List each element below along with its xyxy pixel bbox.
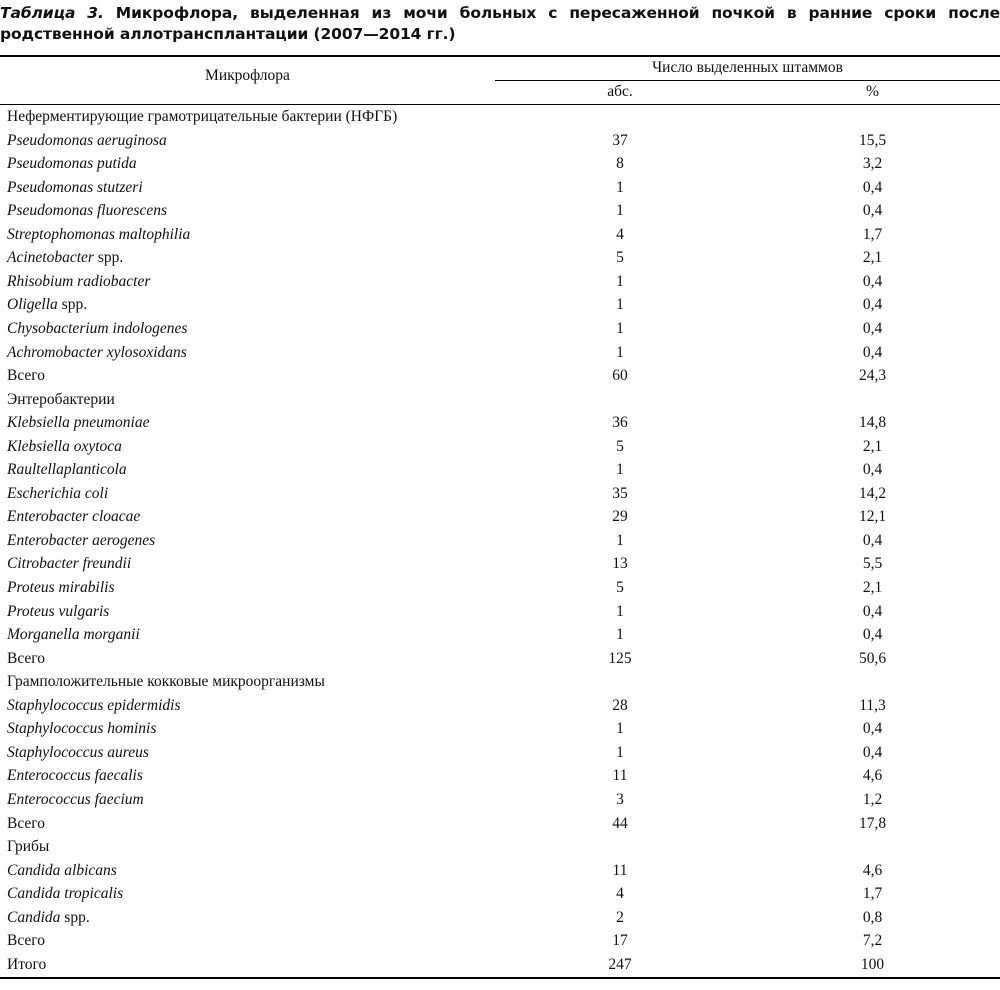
microorganism-name <box>7 317 187 341</box>
microorganism-name <box>7 741 149 765</box>
pct-value: 0,4 <box>862 296 883 314</box>
abs-value: 1 <box>616 319 624 337</box>
table-row <box>0 129 1000 153</box>
abs-value: 5 <box>616 579 624 596</box>
total-row <box>0 364 1000 388</box>
species-name: Morganella morganii <box>7 626 140 644</box>
abs-value: 17 <box>612 932 628 950</box>
species-name: Staphylococcus epidermidis <box>7 696 181 714</box>
pct-value: 0,8 <box>862 908 883 926</box>
table-row <box>0 741 1000 765</box>
table-row <box>0 458 1000 482</box>
table-row <box>0 576 1000 600</box>
species-suffix: spp. <box>93 249 124 267</box>
table-row <box>0 623 1000 647</box>
pct-value: 2,1 <box>862 249 883 267</box>
group-row <box>0 670 1000 694</box>
pct-value: 0,4 <box>862 461 883 479</box>
group-label: Энтеробактерии <box>7 390 115 408</box>
abs-value: 13 <box>612 555 628 573</box>
table-row <box>0 505 1000 529</box>
header-strains: Число выделенных штаммов <box>652 59 843 76</box>
species-name: Klebsiella pneumoniae <box>7 414 150 432</box>
abs-value: 4 <box>616 225 624 243</box>
microorganism-name <box>7 717 156 741</box>
pct-value: 1,2 <box>862 790 883 808</box>
pct-value: 0,4 <box>862 602 883 620</box>
table-row <box>0 859 1000 883</box>
pct-value: 14,2 <box>858 484 887 502</box>
species-name: Pseudomonas fluorescens <box>7 202 168 220</box>
microorganism-name <box>7 623 140 647</box>
microorganism-name <box>7 764 143 788</box>
microorganism-name: Всего <box>7 932 46 950</box>
species-name: Pseudomonas putida <box>7 155 137 173</box>
table-caption <box>0 3 1000 45</box>
abs-value: 1 <box>616 296 624 314</box>
abs-value: 5 <box>616 437 624 455</box>
abs-value: 29 <box>612 508 628 526</box>
microorganism-name <box>7 505 140 529</box>
pct-value: 7,2 <box>862 932 883 950</box>
pct-value: 0,4 <box>862 272 883 290</box>
species-name: Streptophomonas maltophilia <box>7 225 191 243</box>
table-row <box>0 246 1000 270</box>
pct-value: 0,4 <box>862 531 883 549</box>
species-name: Acinetobacter <box>7 249 94 267</box>
pct-value: 4,6 <box>862 767 883 785</box>
total-row <box>0 929 1000 953</box>
pct-value: 24,3 <box>858 367 887 385</box>
abs-value: 11 <box>612 861 628 879</box>
species-name: Raultellaplanticola <box>7 461 127 479</box>
abs-value: 1 <box>616 602 624 620</box>
abs-value: 2 <box>616 908 624 926</box>
pct-value: 1,7 <box>862 885 883 903</box>
species-name: Enterococcus faecium <box>7 790 144 808</box>
pct-value: 0,4 <box>862 720 883 738</box>
pct-value: 4,6 <box>862 861 883 879</box>
pct-value: 0,4 <box>862 202 883 220</box>
microorganism-name <box>7 529 155 553</box>
table-row <box>0 317 1000 341</box>
species-name: Oligella <box>7 296 58 314</box>
species-name: Candida albicans <box>7 861 117 879</box>
species-name: Escherichia coli <box>7 484 109 502</box>
group-label: Грамположительные кокковые микроорганизмы <box>7 673 325 691</box>
pct-value: 0,4 <box>862 343 883 361</box>
abs-value: 28 <box>612 696 628 714</box>
table-row <box>0 694 1000 718</box>
abs-value: 1 <box>616 272 624 290</box>
group-row <box>0 105 1000 129</box>
table-row <box>0 882 1000 906</box>
microorganism-name <box>7 293 87 317</box>
microorganism-name <box>7 435 122 459</box>
header-abs: абс. <box>607 83 633 100</box>
abs-value: 1 <box>616 720 624 738</box>
table-row <box>0 717 1000 741</box>
table-row <box>0 552 1000 576</box>
microorganism-name <box>7 906 90 930</box>
table-row <box>0 435 1000 459</box>
microorganism-name <box>7 694 180 718</box>
pct-value: 17,8 <box>858 814 887 832</box>
header-pct: % <box>866 83 879 100</box>
microorganism-name <box>7 270 150 294</box>
pct-value: 0,4 <box>862 178 883 196</box>
header-subrule <box>495 80 1000 81</box>
microorganism-name <box>7 341 187 365</box>
group-row <box>0 835 1000 859</box>
table-row <box>0 341 1000 365</box>
group-row <box>0 388 1000 412</box>
abs-value: 3 <box>616 790 624 808</box>
species-suffix: spp. <box>60 908 90 926</box>
species-name: Klebsiella oxytoca <box>7 437 122 455</box>
abs-value: 1 <box>616 343 624 361</box>
table-row <box>0 293 1000 317</box>
species-name: Candida <box>7 908 61 926</box>
abs-value: 1 <box>616 461 624 479</box>
table-row <box>0 176 1000 200</box>
microorganism-name: Всего <box>7 367 46 385</box>
species-name: Enterococcus faecalis <box>7 767 143 785</box>
abs-value: 4 <box>616 885 624 903</box>
abs-value: 8 <box>616 155 624 173</box>
species-name: Proteus mirabilis <box>7 579 115 596</box>
species-name: Achromobacter xylosoxidans <box>7 343 187 361</box>
group-label: Грибы <box>7 838 50 856</box>
pct-value: 50,6 <box>858 649 887 667</box>
species-name: Proteus vulgaris <box>7 602 110 620</box>
pct-value: 11,3 <box>859 696 886 714</box>
species-name: Staphylococcus hominis <box>7 720 157 738</box>
pct-value: 5,5 <box>862 555 883 573</box>
abs-value: 5 <box>616 249 624 267</box>
abs-value: 247 <box>608 955 632 973</box>
table-row <box>0 764 1000 788</box>
table-top-rule <box>0 55 1000 57</box>
abs-value: 1 <box>616 626 624 644</box>
microorganism-name <box>7 576 115 600</box>
pct-value: 12,1 <box>858 508 887 526</box>
table-row <box>0 199 1000 223</box>
total-row <box>0 647 1000 671</box>
species-name: Citrobacter freundii <box>7 555 132 573</box>
table-bottom-rule <box>0 977 1000 979</box>
abs-value: 36 <box>612 414 628 432</box>
table-row <box>0 600 1000 624</box>
species-suffix: spp. <box>57 296 88 314</box>
microorganism-name <box>7 600 109 624</box>
microorganism-name <box>7 176 143 200</box>
species-name: Rhisobium radiobacter <box>7 272 151 290</box>
abs-value: 1 <box>616 202 624 220</box>
species-name: Staphylococcus aureus <box>7 743 149 761</box>
table-row <box>0 906 1000 930</box>
abs-value: 60 <box>612 367 628 385</box>
abs-value: 125 <box>608 649 632 667</box>
group-label: Неферментирующие грамотрицательные бактерии (НФГБ) <box>7 108 398 125</box>
microorganism-name: Итого <box>7 955 47 973</box>
microorganism-name <box>7 882 123 906</box>
pct-value: 2,1 <box>862 437 883 455</box>
microorganism-name <box>7 552 131 576</box>
microorganism-name: Всего <box>7 814 46 832</box>
species-name: Chysobacterium indologenes <box>7 319 188 337</box>
pct-value: 14,8 <box>858 414 887 432</box>
header-microflora: Микрофлора <box>205 67 290 84</box>
microorganism-name <box>7 859 117 883</box>
species-name: Enterobacter cloacae <box>7 508 141 526</box>
abs-value: 1 <box>616 178 624 196</box>
table-row <box>0 223 1000 247</box>
pct-value: 100 <box>860 955 885 973</box>
table-row <box>0 788 1000 812</box>
abs-value: 35 <box>612 484 628 502</box>
microorganism-name <box>7 788 144 812</box>
table-row <box>0 482 1000 506</box>
abs-value: 1 <box>616 531 624 549</box>
microorganism-name <box>7 411 150 435</box>
microorganism-name <box>7 129 167 153</box>
pct-value: 1,7 <box>862 225 883 243</box>
pct-value: 15,5 <box>858 131 887 149</box>
pct-value: 3,2 <box>862 155 883 173</box>
table-row <box>0 529 1000 553</box>
table-row <box>0 411 1000 435</box>
microorganism-name <box>7 223 190 247</box>
pct-value: 0,4 <box>862 626 883 644</box>
microorganism-name: Всего <box>7 649 46 667</box>
abs-value: 1 <box>616 743 624 761</box>
pct-value: 0,4 <box>862 319 883 337</box>
abs-value: 37 <box>612 131 628 149</box>
caption-text: Микрофлора, выделенная из мочи больных с пересаженной почкой в ранние сроки после родственной аллотрансплантации (2007—2014 гг.) <box>0 4 1000 43</box>
abs-value: 11 <box>612 767 628 785</box>
species-name: Pseudomonas aeruginosa <box>7 131 167 149</box>
microorganism-name <box>7 482 108 506</box>
total-row <box>0 953 1000 977</box>
pct-value: 2,1 <box>862 579 883 596</box>
caption-label: Таблица 3. <box>0 4 104 22</box>
abs-value: 44 <box>612 814 628 832</box>
microorganism-name <box>7 152 137 176</box>
pct-value: 0,4 <box>862 743 883 761</box>
species-name: Enterobacter aerogenes <box>7 531 156 549</box>
microorganism-name <box>7 458 127 482</box>
microorganism-name <box>7 199 167 223</box>
table-row <box>0 270 1000 294</box>
table-row <box>0 152 1000 176</box>
species-name: Candida tropicalis <box>7 885 124 903</box>
species-name: Pseudomonas stutzeri <box>7 178 143 196</box>
total-row <box>0 812 1000 836</box>
microorganism-name <box>7 246 123 270</box>
